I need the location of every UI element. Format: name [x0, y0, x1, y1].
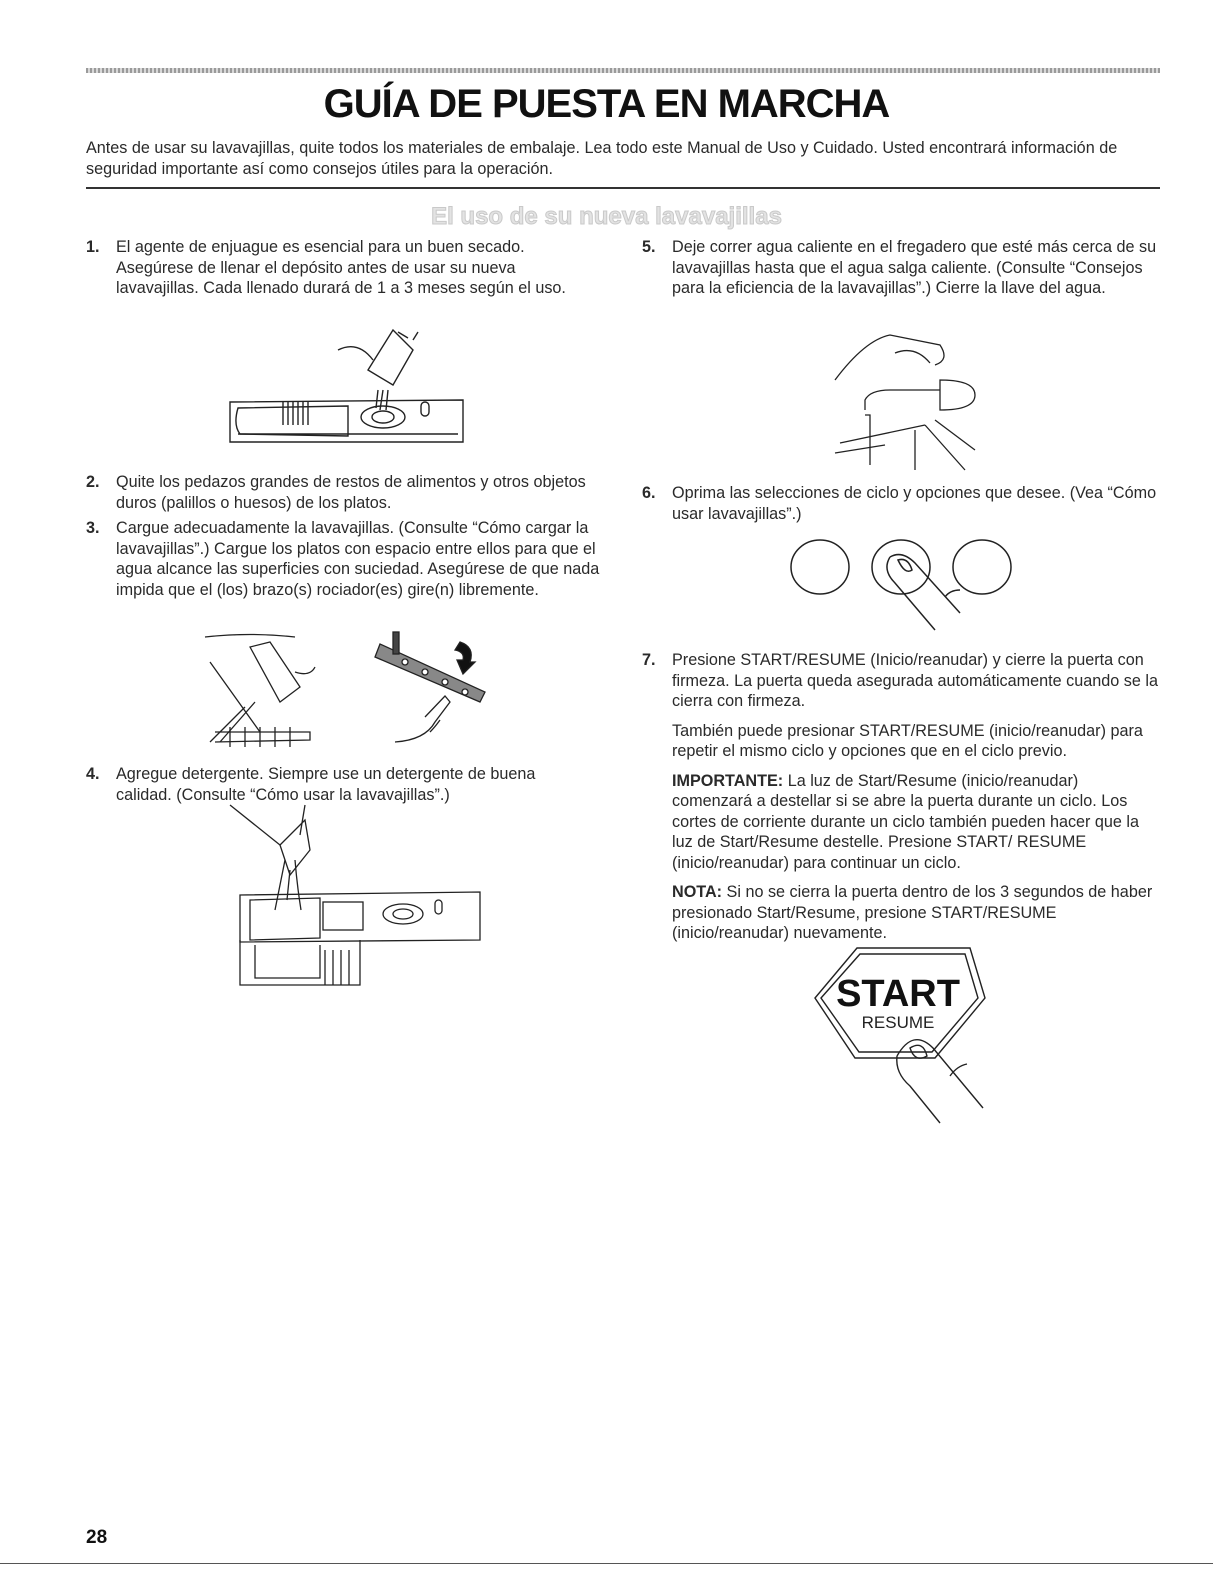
cycle-buttons-illustration — [790, 535, 1020, 635]
step-number: 4. — [86, 765, 100, 783]
step-number: 1. — [86, 238, 100, 256]
resume-label: RESUME — [861, 1013, 935, 1032]
step-number: 5. — [642, 238, 656, 256]
step-number: 3. — [86, 519, 100, 537]
step-text: Oprima las selecciones de ciclo y opciones que desee. (Vea “Cómo usar lavavajillas”.) — [672, 484, 1157, 523]
page-number: 28 — [86, 1527, 108, 1548]
loading-dishes-illustration — [200, 632, 320, 748]
step-number: 6. — [642, 484, 656, 502]
step-text: Presione START/RESUME (Inicio/reanudar) y cierre la puerta con firmeza. La puerta queda asegurada automáticamente cuando se la cierra con firmeza. — [672, 651, 1158, 710]
step-number: 2. — [86, 473, 100, 491]
step-text: Agregue detergente. Siempre use un detergente de buena calidad. (Consulte “Cómo usar la lavavajillas”.) — [116, 765, 536, 804]
page-title: GUÍA DE PUESTA EN MARCHA — [323, 82, 890, 126]
header-rule — [86, 187, 1160, 189]
step-number: 7. — [642, 651, 656, 669]
spray-arm-illustration — [375, 632, 490, 748]
rinse-aid-dispenser-illustration — [228, 330, 468, 460]
intro-paragraph: Antes de usar su lavavajillas, quite todos los materiales de embalaje. Lea todo este Manual de Uso y Cuidado. Usted encontrará información de seguridad importante así como consejos útiles para la operación. — [86, 139, 1118, 178]
important-note — [672, 771, 1162, 874]
important-label: IMPORTANTE: — [672, 771, 784, 790]
nota-label: NOTA: — [672, 883, 723, 901]
start-resume-button-illustration — [815, 948, 990, 1123]
step-text: Cargue adecuadamente la lavavajillas. (Consulte “Cómo cargar la lavavajillas”.) Cargue los platos con espacio entre ellos para que el agua alcance las superficies con suciedad. Asegúrese de que nada impida que el (los) brazo(s) rociador(es) gire(n) libremente. — [116, 519, 600, 599]
footer-rule — [0, 1563, 1213, 1564]
important-text: La luz de Start/Resume (inicio/reanudar) comenzará a destellar si se abre la puerta durante un ciclo. Los cortes de corriente durante un ciclo también pueden hacer que la luz de Start/Resume destelle. Presione START/ RESUME (inicio/reanudar) para continuar un ciclo. — [672, 771, 1140, 872]
top-dotted-rule — [86, 68, 1160, 73]
faucet-illustration — [835, 335, 985, 470]
nota-text: Si no se cierra la puerta dentro de los 3 segundos de haber presionado Start/Resume, presione START/RESUME (inicio/reanudar) nuevamente. — [672, 883, 1153, 942]
step-text: El agente de enjuague es esencial para un buen secado. Asegúrese de llenar el depósito antes de usar su nueva lavavajillas. Cada llenado durará de 1 a 3 meses según el uso. — [116, 238, 566, 297]
nota-note — [672, 882, 1162, 944]
step-text-repeat: También puede presionar START/RESUME (inicio/reanudar) para repetir el mismo ciclo y opciones que en el ciclo previo. — [672, 721, 1143, 760]
step-text: Quite los pedazos grandes de restos de alimentos y otros objetos duros (palillos o huesos) de los platos. — [116, 473, 586, 512]
step-text: Deje correr agua caliente en el fregadero que esté más cerca de su lavavajillas hasta que el agua salga caliente. (Consulte “Consejos para la eficiencia de la lavavajillas”.) Cierre la llave del agua. — [672, 238, 1157, 297]
section-subtitle: El uso de su nueva lavavajillas — [431, 203, 782, 230]
start-label: START — [836, 973, 960, 1015]
detergent-dispenser-illustration — [225, 800, 487, 990]
